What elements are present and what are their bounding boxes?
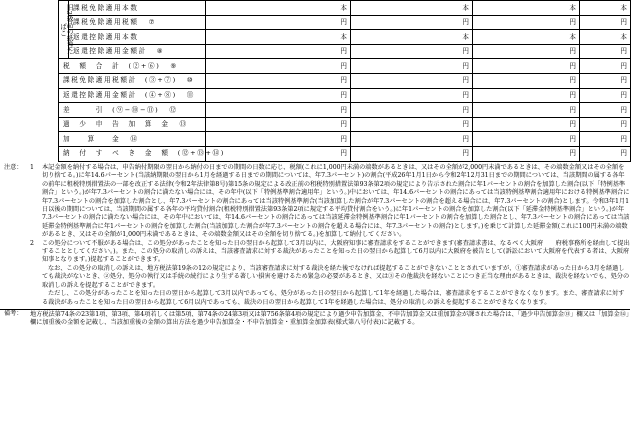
row-value-cell[interactable]: 円	[580, 44, 631, 59]
row-value-cell[interactable]: 円	[351, 103, 473, 118]
row-value-cell[interactable]: 円	[580, 146, 631, 161]
form-row	[59, 146, 631, 161]
row-value-cell[interactable]: 本	[351, 30, 473, 45]
note-paragraph: 本記金額を納付する場合は、申告納付期限の翌日から納付の日までの期間の日数に応じ、税額(これに1,000円未満の端数があるときは、又はその全額が2,000円未満であるときは、その端数金額又はその全額を切り捨てる。)に年14.6パーセント(当該納期限の翌日から1月を経過する日までの期間については、年7.3パーセント)の割合(平成26年1月1日から令和2年12月31日までの期間については、当該期間の属する各年の前年に租税特別措置法の一部を改正する法律(令和2年法律第8号)第15条の規定による改正前の租税特別措置法第93条第2項の規定により告示された割合に年1パーセントの割合を加算した割合(以下「特例基準割合」という。)が年7.3パーセントの割合に満たない場合には、その年中(以下「特例基準割合適用年」という。)中においては、年14.6パーセントの割合にあっては当該特例基準割合適用年における特例基準割合に年7.3パーセントの割合を加算した割合とし、年7.3パーセントの割合にあっては当該特例基準割合(当該加算した割合が年7.3パーセントの割合を超える場合には、年7.3パーセントの割合)とします。令和3年1月1日以後の期間については、当該期間の属する各年の平均貸付割合(租税特別措置法第93条第2項に規定する平均貸付割合をいう。)に年1パーセントの割合を加算した割合(以下「延滞金特例基準割合」という。)が年7.3パーセントの割合に満たない場合には、その年中においては、年14.6パーセントの割合にあっては当該延滞金特例基準割合に年1パーセントの割合を加算した割合とし、年7.3パーセントの割合にあっては当該延滞金特例基準割合に年1パーセントの割合を加算した割合(当該加算した割合が年7.3パーセントの割合を超える場合には、年7.3パーセントの割合)とします。)を乗じて計算した延滞金額(これに100円未満の端数があるとき、又はその全額が1,000円未満であるときは、その端数金額又はその全額を切り捨てる。)を加算して納付してください。	[42, 164, 630, 239]
form-row	[59, 103, 631, 118]
row-value-cell[interactable]: 円	[206, 88, 351, 103]
caution-notes	[0, 164, 630, 307]
row-label: 返還控除適用本数	[69, 30, 206, 45]
row-value-cell[interactable]: 円	[580, 88, 631, 103]
row-value-cell[interactable]: 円	[473, 44, 580, 59]
row-value-cell[interactable]: 円	[580, 59, 631, 74]
row-value-cell[interactable]: 円	[206, 15, 351, 30]
row-value-cell[interactable]: 本	[473, 1, 580, 16]
row-value-cell[interactable]: 本	[473, 30, 580, 45]
note-item: 2 この処分について不服がある場合は、この処分があったことを知った日の翌日から起算して3月以内に、大阪府知事に審査請求をすることができます(審査請求書は、なるべく大阪府 府税事務所を経由して提出することとしてください。)。また、この処分の取消しの訴えは、当該審査請求に対する裁決があったことを知った日の翌日から起算して6月以内に大阪府を被告として(訴訟において大阪府を代表する者は、大阪府知事となります。)提起することができます。 なお、この処分の取消しの訴えは、地方税法第19条の12の規定により、当該審査請求に対する裁決を経た後でなければ提起することができないこととされていますが、①審査請求があった日から3月を経過しても裁決がないとき、②処分、処分の執行又は手続の続行により生ずる著しい損害を避けるため緊急の必要があるとき、又は③その他裁決を経ないことにつき正当な理由があるときは、裁決を経ないでも、処分の取消しの訴えを提起することができます。 ただし、この処分があったことを知った日の翌日から起算して3月以内であっても、処分があった日の翌日から起算して1年を経過した場合は、審査請求をすることができなくなります。また、審査請求に対する裁決があったことを知った日の翌日から起算して6月以内であっても、裁決の日の翌日から起算して1年を経過した場合は、処分の取消しの訴えを提起することができなくなります。	[30, 239, 630, 306]
note-item: 1 本記金額を納付する場合は、申告納付期限の翌日から納付の日までの期間の日数に応じ、税額(これに1,000円未満の端数があるときは、又はその全額が2,000円未満であるときは、その端数金額又はその全額を切り捨てる。)に年14.6パーセント(当該納期限の翌日から1月を経過する日までの期間については、年7.3パーセント)の割合(平成26年1月1日から令和2年12月31日までの期間については、当該期間の属する各年の前年に租税特別措置法の一部を改正する法律(令和2年法律第8号)第15条の規定による改正前の租税特別措置法第93条第2項の規定により告示された割合に年1パーセントの割合を加算した割合(以下「特例基準割合」という。)が年7.3パーセントの割合に満たない場合には、その年中(以下「特例基準割合適用年」という。)中においては、年14.6パーセントの割合にあっては当該特例基準割合適用年における特例基準割合に年7.3パーセントの割合を加算した割合とし、年7.3パーセントの割合にあっては当該特例基準割合(当該加算した割合が年7.3パーセントの割合を超える場合には、年7.3パーセントの割合)とします。令和3年1月1日以後の期間については、当該期間の属する各年の平均貸付割合(租税特別措置法第93条第2項に規定する平均貸付割合をいう。)に年1パーセントの割合を加算した割合(以下「延滞金特例基準割合」という。)が年7.3パーセントの割合に満たない場合には、その年中においては、年14.6パーセントの割合にあっては当該延滞金特例基準割合に年1パーセントの割合を加算した割合とし、年7.3パーセントの割合にあっては当該延滞金特例基準割合に年1パーセントの割合を加算した割合(当該加算した割合が年7.3パーセントの割合を超える場合には、年7.3パーセントの割合)とします。)を乗じて計算した延滞金額(これに100円未満の端数があるとき、又はその全額が1,000円未満であるときは、その端数金額又はその全額を切り捨てる。)を加算して納付してください。	[30, 164, 630, 239]
form-row	[59, 44, 631, 59]
remarks-heading: 備考：	[4, 309, 23, 317]
row-label: 返還控除適用金額計 ⑧	[69, 44, 206, 59]
row-value-cell[interactable]: 円	[351, 117, 473, 132]
note-paragraph: ただし、この処分があったことを知った日の翌日から起算して3月以内であっても、処分があった日の翌日から起算して1年を経過した場合は、審査請求をすることができなくなります。また、審査請求に対する裁決があったことを知った日の翌日から起算して6月以内であっても、裁決の日の翌日から起算して1年を経過した場合は、処分の取消しの訴えを提起することができなくなります。	[42, 290, 625, 306]
form-row	[59, 73, 631, 88]
row-label: 加 算 金 ⑭	[59, 132, 206, 147]
form-row	[59, 1, 631, 16]
form-row	[59, 15, 631, 30]
row-value-cell[interactable]: 円	[351, 15, 473, 30]
row-value-cell[interactable]: 円	[580, 117, 631, 132]
row-value-cell[interactable]: 円	[473, 103, 580, 118]
row-value-cell[interactable]: 円	[351, 146, 473, 161]
row-label: 課税免除適用税額 ⑦	[69, 15, 206, 30]
remarks-text: 地方税法第74条の23第1項、第3項、第4項若しくは第5項、第74条の24第3項又は第756条第4項の規定により過少申告加算金、不申告加算金又は重加算金が課された場合は、「過少申告加算金⑬」欄又は「加算金⑭」欄に加重後の金額を記載し、当該加重後の金額の算出方法を過少申告加算金・不申告加算金・重加算金加算表(様式第八号付表)に記載する。	[30, 310, 630, 327]
row-value-cell[interactable]: 円	[206, 44, 351, 59]
row-value-cell[interactable]: 円	[351, 44, 473, 59]
row-value-cell[interactable]: 円	[473, 59, 580, 74]
row-value-cell[interactable]: 円	[580, 15, 631, 30]
row-label: 納 付 す べ き 金 額 (⑫+⑬+⑭)	[59, 146, 206, 161]
form-row	[59, 117, 631, 132]
row-value-cell[interactable]: 円	[473, 117, 580, 132]
row-value-cell[interactable]: 本	[206, 1, 351, 16]
row-value-cell[interactable]: 円	[206, 59, 351, 74]
row-value-cell[interactable]: 円	[351, 132, 473, 147]
row-value-cell[interactable]: 円	[580, 73, 631, 88]
row-value-cell[interactable]: 本	[580, 1, 631, 16]
row-value-cell[interactable]: 本	[206, 30, 351, 45]
row-value-cell[interactable]: 円	[351, 59, 473, 74]
form-row	[59, 132, 631, 147]
row-label: 差 引 (⑨−⑩−⑪) ⑫	[59, 103, 206, 118]
row-label: 課税免除適用税額計 (③+⑦) ⑩	[59, 73, 206, 88]
row-label: 返還控除適用金額計 (④+⑧) ⑪	[59, 88, 206, 103]
tax-form	[4, 0, 630, 439]
row-label: 課税免除適用本数	[69, 1, 206, 16]
row-value-cell[interactable]: 円	[206, 117, 351, 132]
row-value-cell[interactable]: 円	[206, 73, 351, 88]
form-row	[59, 59, 631, 74]
row-label: 税 額 合 計 (②+⑥) ⑨	[59, 59, 206, 74]
form-row	[59, 30, 631, 45]
row-value-cell[interactable]: 円	[473, 146, 580, 161]
row-value-cell[interactable]: 円	[473, 15, 580, 30]
remarks	[0, 309, 630, 328]
row-value-cell[interactable]: 本	[351, 1, 473, 16]
note-paragraph: この処分について不服がある場合は、この処分があったことを知った日の翌日から起算して3月以内に、大阪府知事に審査請求をすることができます(審査請求書は、なるべく大阪府 府税事務所を経由して提出することとしてください。)。また、この処分の取消しの訴えは、当該審査請求に対する裁決があったことを知った日の翌日から起算して6月以内に大阪府を被告として(訴訟において大阪府を代表する者は、大阪府知事となります。)提起することができます。	[42, 239, 630, 264]
row-value-cell[interactable]: 円	[473, 132, 580, 147]
row-value-cell[interactable]: 円	[473, 88, 580, 103]
row-value-cell[interactable]: 円	[206, 103, 351, 118]
form-row	[59, 88, 631, 103]
row-label: 過 少 申 告 加 算 金 ⑬	[59, 117, 206, 132]
row-value-cell[interactable]: 円	[580, 132, 631, 147]
row-value-cell[interactable]: 円	[351, 73, 473, 88]
row-value-cell[interactable]: 円	[351, 88, 473, 103]
tax-form-table	[58, 0, 631, 162]
note-paragraph: なお、この処分の取消しの訴えは、地方税法第19条の12の規定により、当該審査請求に対する裁決を経た後でなければ提起することができないこととされていますが、①審査請求があった日から3月を経過しても裁決がないとき、②処分、処分の執行又は手続の続行により生ずる著しい損害を避けるため緊急の必要があるとき、又は③その他裁決を経ないことにつき正当な理由があるときは、裁決を経ないでも、処分の取消しの訴えを提起することができます。	[42, 264, 630, 289]
row-value-cell[interactable]: 円	[206, 132, 351, 147]
row-value-cell[interactable]: 円	[206, 146, 351, 161]
row-value-cell[interactable]: 本	[580, 30, 631, 45]
side-header: 旧3級品の紙巻たばこ	[59, 1, 69, 59]
notes-section	[0, 164, 630, 328]
notes-heading: 注意：	[4, 164, 23, 171]
row-value-cell[interactable]: 円	[473, 73, 580, 88]
row-value-cell[interactable]: 円	[580, 103, 631, 118]
